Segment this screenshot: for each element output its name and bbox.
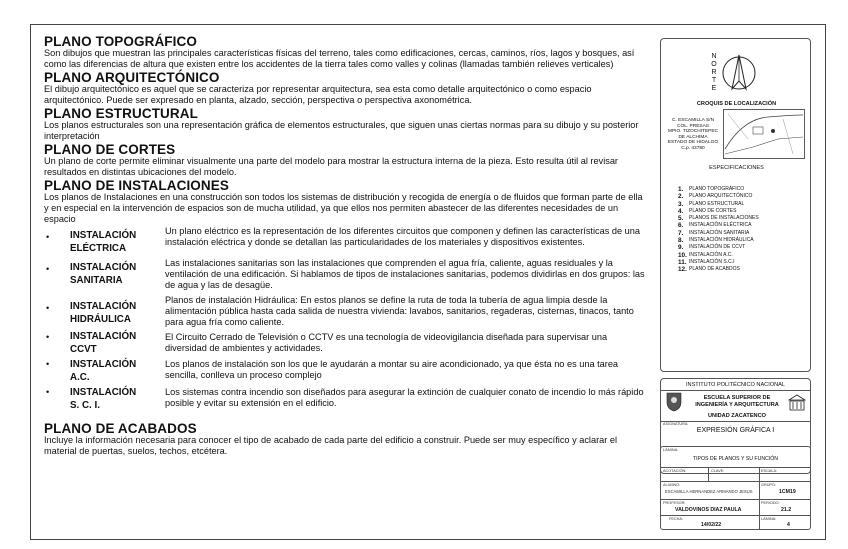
installation-description: Planos de instalación Hidráulica: En estos planos se define la ruta de toda la tubería de agua limpia desde la alimentación pública hasta cada salida de nuestra vivienda: lavabos, sanitarios, regaderas, cisternas, tinacos, tanto para agua fría como caliente. <box>165 295 634 327</box>
section-body-acabados: Incluye la información necesaria para conocer el tipo de acabado de cada parte del edificio a construir. Puede ser muy específico y aclarar el material de puertas, suelos, techos, etcétera. <box>44 435 618 456</box>
spec-item: 5. PLANOS DE INSTALACIONES <box>678 215 759 223</box>
section-body-topografico: Son dibujos que muestran las principales características físicas del terreno, tales como edificaciones, cercas, caminos, ríos, lagos y bosques, así como las diferencias de altura que existen entre los accidentes de la tierra tales como valles y colinas (llamadas también relieves verticales) <box>44 48 635 69</box>
bullet: • <box>46 387 50 397</box>
spec-item: 9. INSTALACIÓN DE CCVT <box>678 244 746 252</box>
clave-label: CLAVE: <box>711 469 725 473</box>
section-title-acabados: PLANO DE ACABADOS <box>44 421 197 436</box>
location-map <box>723 109 805 159</box>
section-title-arquitectonico: PLANO ARQUITECTÓNICO <box>44 70 220 85</box>
spec-item: 2. PLANO ARQUITECTÓNICO <box>678 193 753 201</box>
section-title-cortes: PLANO DE CORTES <box>44 142 176 157</box>
installation-description: El Circuito Cerrado de Televisión o CCTV es una tecnología de videovigilancia diseñada para supervisar una diversidad de ambientes y actividades. <box>165 332 608 353</box>
bullet: • <box>46 359 50 369</box>
asignatura-value: EXPRESIÓN GRÁFICA I <box>696 427 775 434</box>
fecha-value: 14/02/22 <box>701 522 722 528</box>
data-table <box>660 446 811 530</box>
address: C. ESCAMILLA S/N COL. PRESAS MPIO. TIZOCHITEPEC DE ALCHIMA ESTADO DE HIDALGO C.p. 43780 <box>667 118 719 151</box>
spec-item: 4. PLANO DE CORTES <box>678 207 737 215</box>
alumno-value: ESCAMILLA HERNANDEZ ARMANDO JESUS <box>665 489 753 494</box>
section-title-topografico: PLANO TOPOGRÁFICO <box>44 34 197 49</box>
installation-name: INSTALACIÓN SANITARIA <box>70 262 137 286</box>
section-body-arquitectonico: El dibujo arquitectónico es aquel que se caracteriza por representar arquitectura, sea esta como detalle arquitectónico o como espacio arquitectónico. Puede ser expresado en planta, alzado, sección, perspectiva o perspectiva axonométrica. <box>44 84 592 105</box>
installation-name: INSTALACIÓN S. C. I. <box>70 387 137 411</box>
croquis-title: CROQUIS DE LOCALIZACIÓN <box>696 101 777 107</box>
spec-item: 6. INSTALACIÓN ELÉCTRICA <box>678 222 752 230</box>
north-letters: N O R T E <box>711 53 717 92</box>
unit-name: UNIDAD ZACATENCO <box>707 413 766 419</box>
lamina-num-value: 4 <box>787 522 790 528</box>
spec-item: 12. PLANO DE ACABDOS <box>678 266 740 274</box>
section-body-cortes: Un plano de corte permite eliminar visualmente una parte del modelo para mostrar la estructura interna de la pieza. Esto resulta útil al revisar resultados en distintas ubicaciones del modelo. <box>44 156 618 177</box>
spec-item: 11. INSTALACIÓN S.C.I <box>678 258 735 266</box>
bullet: • <box>46 264 50 274</box>
school-name: ESCUELA SUPERIOR DE INGENIERÍA Y ARQUITECTURA <box>695 395 779 408</box>
bullet: • <box>46 332 50 342</box>
escala-label: ESCALA: <box>761 469 778 473</box>
list-item-sanitaria <box>44 258 649 291</box>
installation-description: Un plano eléctrico es la representación de los diferentes circuitos que componen y definen las características de una instalación eléctrica y donde se detallan las particularidades de los materiales y dispositivos existentes. <box>165 226 640 247</box>
grupo-value: 1CM19 <box>779 489 796 495</box>
section-title-instalaciones: PLANO DE INSTALACIONES <box>44 178 229 193</box>
spec-item: 8. INSTALACIÓN HIDRÁULICA <box>678 237 754 245</box>
periodo-value: 21.2 <box>781 507 792 513</box>
alumno-label: ALUMNO: <box>663 483 681 487</box>
installations-list <box>44 226 649 412</box>
profesor-label: PROFESOR: <box>663 501 686 505</box>
list-item-hidraulica <box>44 295 649 328</box>
installation-description: Los planos de instalación son los que le ayudarán a montar su aire acondicionado, ya que ésta no es una tarea sencilla, conlleva un proceso complejo <box>165 359 619 380</box>
spec-item: 10. INSTALACIÓN A.C. <box>678 251 733 259</box>
especificaciones-title: ESPECIFICACIONES <box>709 165 764 171</box>
acotacion-label: ACOTACIÓN: <box>663 469 687 473</box>
section-body-instalaciones: Los planos de Instalaciones en una construcción son todos los sistemas de distribución y recogida de energía o de fluidos que forman parte de ella y en especial en la intervención de espacios son de mucha utilidad, ya que ellos nos permiten abastecer de las diferentes necesidades de un espacio <box>44 192 643 224</box>
section-title-estructural: PLANO ESTRUCTURAL <box>44 106 198 121</box>
section-body-estructural: Los planos estructurales son una representación gráfica de elementos estructurales, que siguen unas ciertas normas para su dibujo y su posterior interpretación <box>44 120 639 141</box>
list-item-ac <box>44 359 649 384</box>
installation-description: Los sistemas contra incendio son diseñados para asegurar la extinción de cualquier conato de incendio lo más rápido posible y evitar su extensión en el edificio. <box>165 387 644 408</box>
installation-name: INSTALACIÓN CCVT <box>70 331 137 355</box>
lamina-num-label: LÁMINA: <box>761 517 777 521</box>
main-content <box>44 35 649 458</box>
spec-item: 1. PLANO TOPOGRÁFICO <box>678 186 745 193</box>
installation-name: INSTALACIÓN HIDRÁULICA <box>70 301 137 325</box>
installation-description: Las instalaciones sanitarias son las instalaciones que comprenden el agua fría, caliente, aguas residuales y la ventilación de una edificación. Si hablamos de tipos de instalaciones sanitarias, podemos dividirlas en dos grupos: las de agua y las de desagüe. <box>165 258 645 290</box>
spec-item: 3. PLANO ESTRUCTURAL <box>678 200 745 208</box>
list-item-ccvt <box>44 332 649 356</box>
spec-item: 7. INSTALACIÓN SANITARIA <box>678 229 750 237</box>
list-item-sci <box>44 387 649 412</box>
bullet: • <box>46 303 50 313</box>
list-item-electrica <box>44 226 649 255</box>
lamina-label: LÁMINA: <box>663 448 679 452</box>
esia-logo-icon <box>788 394 806 412</box>
installation-name: INSTALACIÓN A.C. <box>70 359 137 383</box>
bullet: • <box>46 232 50 242</box>
asignatura-label: ASIGNATURA: <box>663 422 689 426</box>
periodo-label: PERIODO: <box>761 501 780 505</box>
installation-name: INSTALACIÓN ELÉCTRICA <box>70 230 137 254</box>
ipn-logo-icon <box>665 392 683 412</box>
lamina-title: TIPOS DE PLANOS Y SU FUNCIÓN <box>692 456 779 462</box>
specifications-list <box>678 186 759 274</box>
north-arrow-icon <box>721 53 757 93</box>
grupo-label: GRUPO: <box>761 483 776 487</box>
fecha-label: FECHA: <box>669 517 683 521</box>
title-block <box>660 38 811 530</box>
institute-name: INSTITUTO POLITÉCNICO NACIONAL <box>661 382 810 391</box>
profesor-value: VALDOVINOS DIAZ PAULA <box>675 507 742 513</box>
